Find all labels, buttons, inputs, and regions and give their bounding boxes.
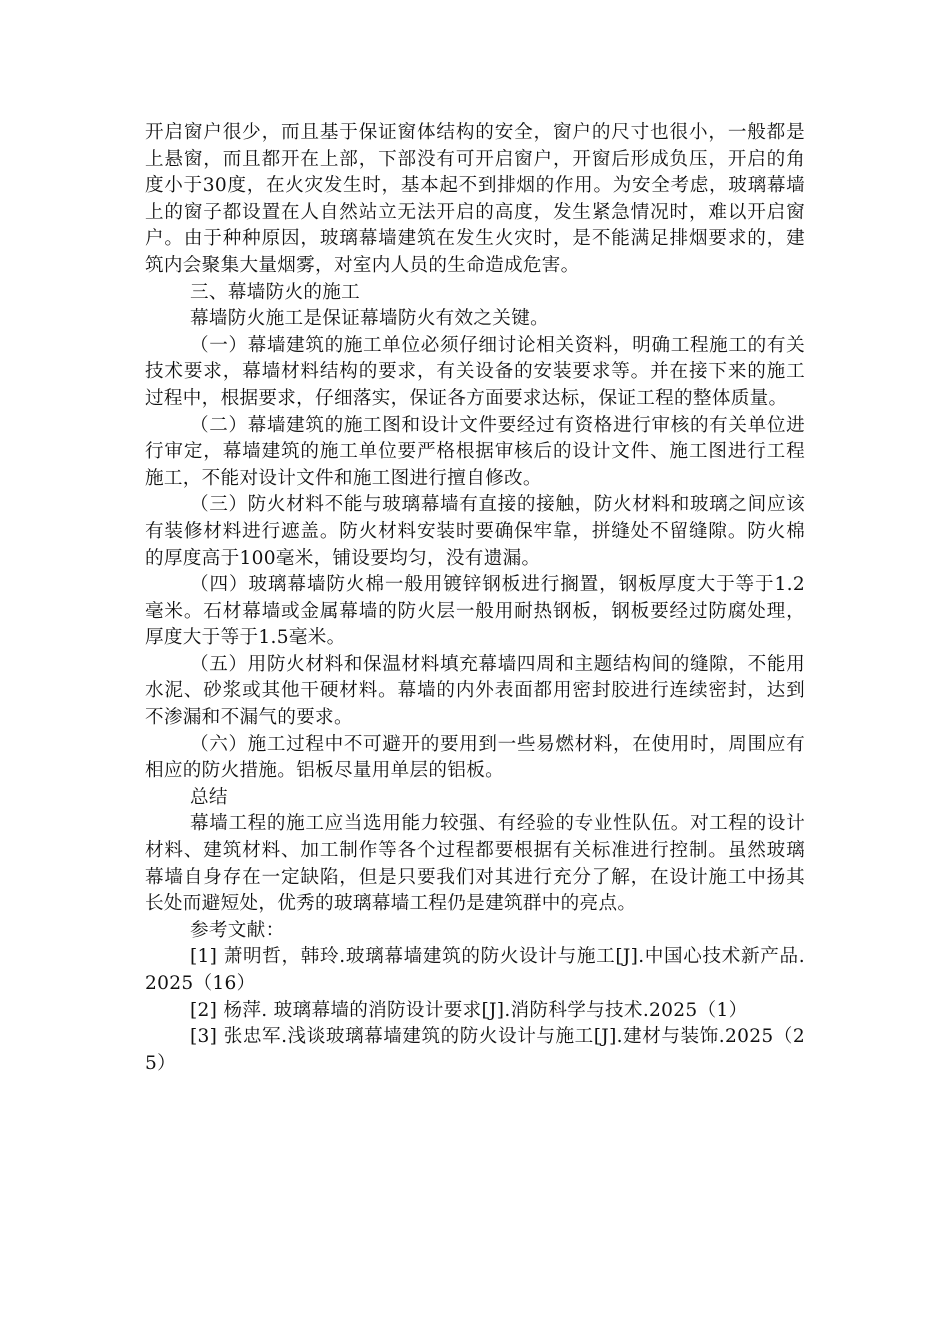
paragraph-item-1: （一）幕墙建筑的施工单位必须仔细讨论相关资料，明确工程施工的有关技术要求，幕墙材料结构的要求，有关设备的安装要求等。并在接下来的施工过程中，根据要求，仔细落实，保证各方面要求达标，保证工程的整体质量。 [145, 334, 805, 409]
paragraph-intro: 幕墙防火施工是保证幕墙防火有效之关键。 [190, 308, 549, 330]
paragraph-summary: 幕墙工程的施工应当选用能力较强、有经验的专业性队伍。对工程的设计材料、建筑材料、加工制作等各个过程都要根据有关标准进行控制。虽然玻璃幕墙自身存在一定缺陷，但是只要我们对其进行充分了解，在设计施工中扬其长处而避短处，优秀的玻璃幕墙工程仍是建筑群中的亮点。 [145, 813, 805, 915]
document-body [145, 120, 805, 1077]
section-heading-references: 参考文献： [190, 919, 285, 941]
section-heading-construction: 三、幕墙防火的施工 [190, 281, 361, 303]
paragraph-item-2: （二）幕墙建筑的施工图和设计文件要经过有资格进行审核的有关单位进行审定，幕墙建筑的施工单位要严格根据审核后的设计文件、施工图进行工程施工，不能对设计文件和施工图进行擅自修改。 [145, 414, 805, 489]
reference-item-1: [1] 萧明哲，韩玲.玻璃幕墙建筑的防火设计与施工[J].中国心技术新产品.2025（16） [145, 946, 805, 994]
paragraph-item-5: （五）用防火材料和保温材料填充幕墙四周和主题结构间的缝隙，不能用水泥、砂浆或其他干硬材料。幕墙的内外表面都用密封胶进行连续密封，达到不渗漏和不漏气的要求。 [145, 653, 805, 729]
paragraph-item-3: （三）防火材料不能与玻璃幕墙有直接的接触，防火材料和玻璃之间应该有装修材料进行遮盖。防火材料安装时要确保牢靠，拼缝处不留缝隙。防火棉的厚度高于100毫米，铺设要均匀，没有遗漏。 [145, 494, 805, 569]
section-heading-summary: 总结 [190, 786, 228, 808]
paragraph-item-4: （四）玻璃幕墙防火棉一般用镀锌钢板进行搁置，钢板厚度大于等于1.2毫米。石材幕墙或金属幕墙的防火层一般用耐热钢板，钢板要经过防腐处理，厚度大于等于1.5毫米。 [145, 574, 805, 649]
reference-item-2: [2] 杨萍. 玻璃幕墙的消防设计要求[J].消防科学与技术.2025（1） [190, 999, 748, 1021]
reference-item-3: [3] 张忠军.浅谈玻璃幕墙建筑的防火设计与施工[J].建材与装饰.2025（25） [145, 1026, 805, 1074]
paragraph-item-6: （六）施工过程中不可避开的要用到一些易燃材料，在使用时，周围应有相应的防火措施。铝板尽量用单层的铝板。 [145, 733, 805, 782]
paragraph-smoke-exhaust: 开启窗户很少，而且基于保证窗体结构的安全，窗户的尺寸也很小，一般都是上悬窗，而且都开在上部，下部没有可开启窗户，开窗后形成负压，开启的角度小于30度，在火灾发生时，基本起不到排烟的作用。为安全考虑，玻璃幕墙上的窗子都设置在人自然站立无法开启的高度，发生紧急情况时，难以开启窗户。由于种种原因，玻璃幕墙建筑在发生火灾时，是不能满足排烟要求的，建筑内会聚集大量烟雾，对室内人员的生命造成危害。 [145, 122, 805, 276]
